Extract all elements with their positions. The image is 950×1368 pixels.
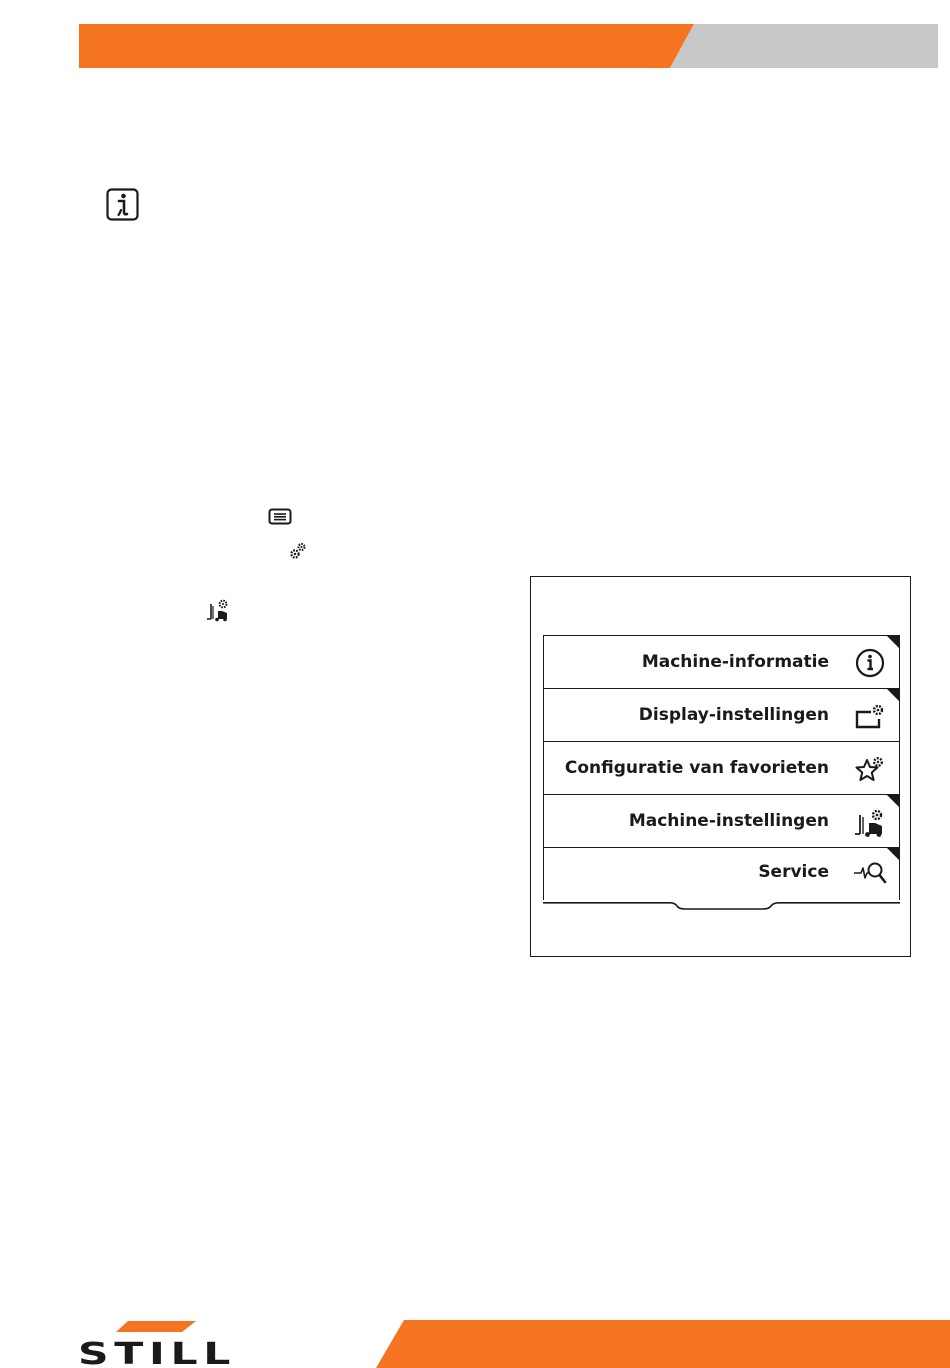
submenu-indicator-icon <box>887 636 899 648</box>
menu-key-icon <box>268 508 292 525</box>
menu-item-label: Machine-informatie <box>641 652 829 672</box>
menu-item-machine-instellingen[interactable] <box>543 794 900 847</box>
settings-menu-list <box>543 635 900 900</box>
menu-item-machine-informatie[interactable] <box>543 635 900 688</box>
display-settings-icon <box>853 700 887 732</box>
menu-item-label: Machine-instellingen <box>628 811 829 831</box>
menu-item-configuratie-van-favorieten[interactable] <box>543 741 900 794</box>
header-bar <box>0 0 950 90</box>
menu-item-service[interactable] <box>543 847 900 900</box>
truck-settings-icon <box>853 806 887 838</box>
settings-gears-icon <box>289 542 307 560</box>
menu-item-label: Configuratie van favorieten <box>564 758 829 778</box>
info-circle-icon <box>853 647 887 679</box>
svg-text:STILL: STILL <box>78 1337 236 1366</box>
submenu-indicator-icon <box>887 795 899 807</box>
menu-item-label: Display-instellingen <box>638 705 829 725</box>
star-settings-icon <box>853 753 887 785</box>
menu-item-display-instellingen[interactable] <box>543 688 900 741</box>
menu-item-label: Service <box>758 862 829 882</box>
menu-scroll-tab <box>543 902 900 914</box>
info-note-icon <box>106 188 139 221</box>
machine-settings-inline-icon <box>205 598 231 622</box>
submenu-indicator-icon <box>887 848 899 860</box>
display-menu-screen <box>530 576 911 957</box>
submenu-indicator-icon <box>887 689 899 701</box>
still-logo <box>78 1318 238 1366</box>
service-search-icon <box>853 857 887 889</box>
